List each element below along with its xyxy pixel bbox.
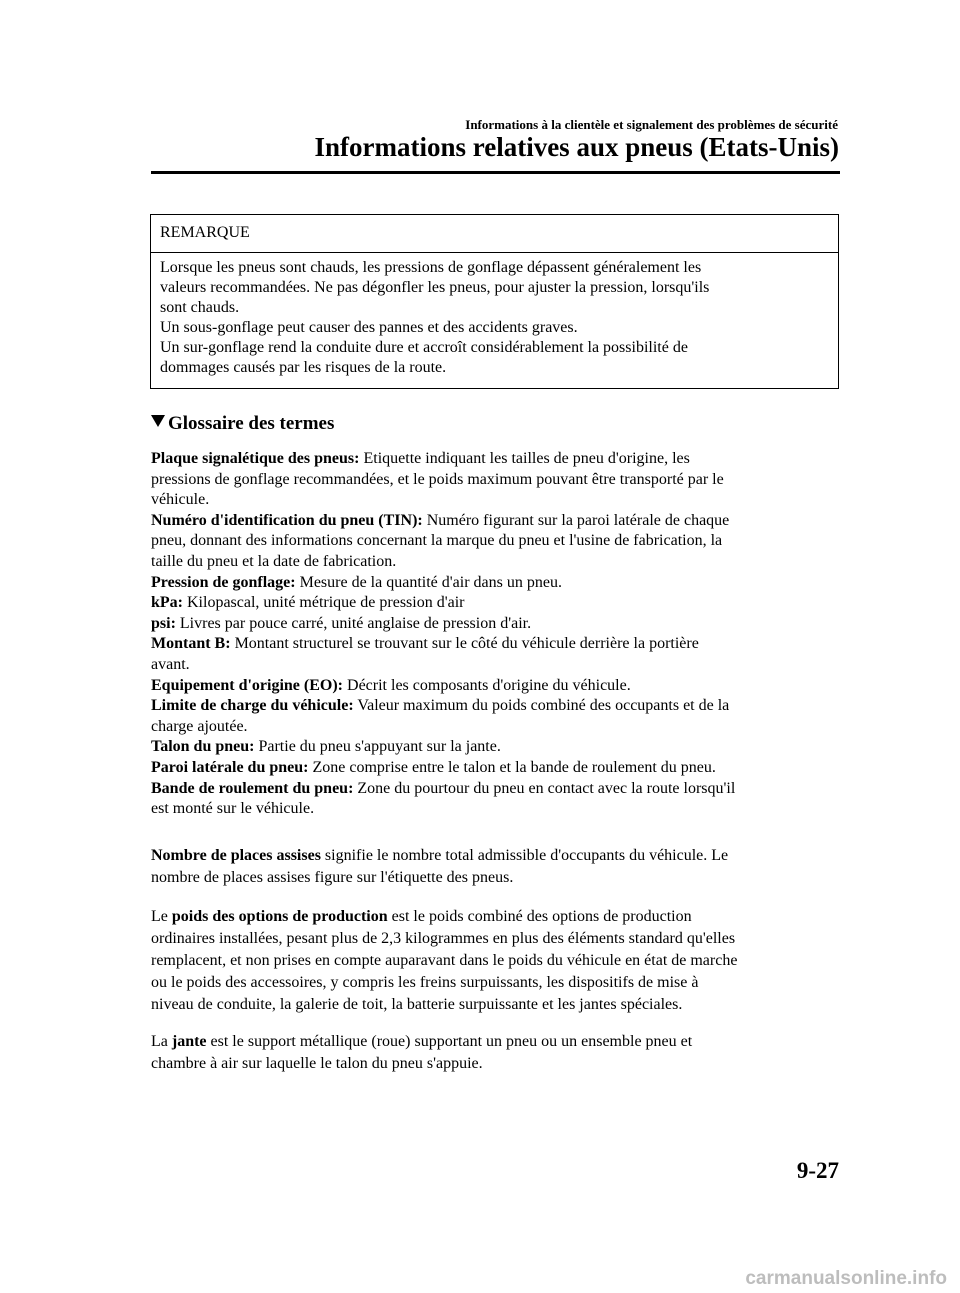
paragraph-term: poids des options de production: [171, 908, 388, 925]
header-divider: [151, 171, 840, 174]
section-heading-text: Glossaire des termes: [168, 413, 335, 434]
glossary-text: Montant structurel se trouvant sur le côté du véhicule derrière la portière: [230, 635, 699, 653]
paragraph-line: [151, 1053, 851, 1075]
glossary-line: [151, 696, 851, 717]
glossary-line: [151, 655, 851, 676]
glossary-term: Equipement d'origine (EO):: [151, 676, 344, 694]
glossary-line: [151, 779, 851, 800]
glossary-text: Numéro figurant sur la paroi latérale de chaque: [422, 511, 730, 529]
paragraph-line: [151, 928, 851, 950]
glossary-term: Bande de roulement du pneu:: [151, 779, 354, 797]
glossary-line: [151, 634, 851, 655]
glossary-term: Plaque signalétique des pneus:: [151, 450, 360, 467]
glossary-term: Talon du pneu:: [151, 738, 255, 756]
glossary-line: [151, 531, 851, 552]
paragraph-options: [151, 906, 851, 1016]
note-line: sont chauds.: [160, 299, 240, 316]
glossary-line: [151, 552, 851, 573]
glossary-line: [151, 737, 851, 758]
header-subtitle: Informations à la clientèle et signalement des problèmes de sécurité: [465, 117, 838, 132]
paragraph-term: Nombre de places assises: [151, 847, 321, 864]
glossary-text: charge ajoutée.: [151, 717, 248, 735]
paragraph-line: [151, 972, 851, 994]
section-heading: [151, 413, 334, 435]
note-box: [150, 214, 839, 389]
glossary-line: [151, 758, 851, 779]
glossary-term: Numéro d'identification du pneu (TIN):: [151, 511, 423, 529]
paragraph-text: chambre à air sur laquelle le talon du pneu s'appuie.: [151, 1055, 483, 1072]
paragraph-term: jante: [171, 1033, 207, 1050]
paragraph-seating: [151, 845, 851, 889]
glossary-text: Partie du pneu s'appuyant sur la jante.: [254, 738, 501, 756]
note-line: Lorsque les pneus sont chauds, les pressions de gonflage dépassent généralement les: [160, 259, 702, 276]
paragraph-text: nombre de places assises figure sur l'étiquette des pneus.: [151, 869, 514, 886]
note-line: dommages causés par les risques de la route.: [160, 359, 447, 376]
glossary-text: avant.: [151, 655, 190, 673]
note-line: Un sous-gonflage peut causer des pannes et des accidents graves.: [160, 319, 578, 336]
paragraph-line: [151, 867, 851, 889]
glossary-term: Montant B:: [151, 635, 231, 653]
glossary-text: Etiquette indiquant les tailles de pneu d'origine, les: [359, 450, 690, 467]
paragraph-text: est le poids combiné des options de production: [387, 908, 692, 925]
paragraph-line: [151, 950, 851, 972]
glossary-line: [151, 614, 851, 635]
note-line: valeurs recommandées. Ne pas dégonfler les pneus, pour ajuster la pression, lorsqu'ils: [160, 279, 710, 296]
paragraph-text: signifie le nombre total admissible d'occupants du véhicule. Le: [320, 847, 729, 864]
glossary-line: [151, 511, 851, 532]
page-number: 9-27: [796, 1158, 839, 1183]
glossary-term: kPa:: [151, 594, 183, 612]
paragraph-text: ou le poids des accessoires, y compris les freins surpuissants, les dispositifs de mise à: [151, 974, 699, 991]
page-title: Informations relatives aux pneus (Etats-Unis): [314, 132, 839, 162]
glossary-text: Décrit les composants d'origine du véhicule.: [343, 676, 631, 694]
note-divider: [151, 252, 838, 253]
glossary-line: [151, 593, 851, 614]
paragraph-prefix: La: [151, 1033, 172, 1050]
glossary-line: [151, 449, 851, 470]
glossary-text: Zone comprise entre le talon et la bande de roulement du pneu.: [308, 758, 716, 776]
glossary-term: psi:: [151, 614, 176, 632]
glossary-text: Kilopascal, unité métrique de pression d'air: [183, 594, 465, 612]
glossary-line: [151, 573, 851, 594]
note-title: REMARQUE: [160, 224, 250, 241]
paragraph-rim: [151, 1031, 851, 1075]
paragraph-text: niveau de conduite, la galerie de toit, la batterie surpuissante et les jantes spéciales.: [151, 996, 683, 1013]
paragraph-text: ordinaires installées, pesant plus de 2,3 kilogrammes en plus des éléments standard qu'elles: [151, 930, 736, 947]
paragraph-text: est le support métallique (roue) supportant un pneu ou un ensemble pneu et: [206, 1033, 693, 1050]
paragraph-line: [151, 994, 851, 1016]
paragraph-text: remplacent, et non prises en compte auparavant dans le poids du véhicule en état de marche: [151, 952, 738, 969]
watermark: carmanualsonline.info: [745, 1268, 947, 1289]
paragraph-line: [151, 906, 851, 928]
note-body: [160, 258, 830, 378]
glossary-text: taille du pneu et la date de fabrication.: [151, 552, 397, 570]
glossary-term: Paroi latérale du pneu:: [151, 758, 309, 776]
paragraph-prefix: Le: [151, 908, 172, 925]
glossary-term: Pression de gonflage:: [151, 573, 296, 591]
glossary: [151, 449, 851, 820]
glossary-text: Livres par pouce carré, unité anglaise de pression d'air.: [175, 614, 532, 632]
note-line: Un sur-gonflage rend la conduite dure et accroît considérablement la possibilité de: [160, 339, 688, 356]
glossary-text: est monté sur le véhicule.: [151, 800, 315, 818]
glossary-line: [151, 676, 851, 697]
glossary-text: Zone du pourtour du pneu en contact avec la route lorsqu'il: [353, 779, 736, 797]
glossary-line: [151, 470, 851, 491]
glossary-term: Limite de charge du véhicule:: [151, 697, 354, 715]
glossary-line: [151, 799, 851, 820]
glossary-text: pneu, donnant des informations concernant la marque du pneu et l'usine de fabrication, la: [151, 532, 723, 550]
paragraph-line: [151, 845, 851, 867]
glossary-text: pressions de gonflage recommandées, et le poids maximum pouvant être transporté par le: [151, 470, 724, 488]
glossary-text: Mesure de la quantité d'air dans un pneu.: [295, 573, 562, 591]
triangle-down-icon: [151, 415, 165, 427]
glossary-text: véhicule.: [151, 491, 210, 509]
glossary-line: [151, 490, 851, 511]
glossary-line: [151, 717, 851, 738]
glossary-text: Valeur maximum du poids combiné des occupants et de la: [353, 697, 730, 715]
paragraph-line: [151, 1031, 851, 1053]
